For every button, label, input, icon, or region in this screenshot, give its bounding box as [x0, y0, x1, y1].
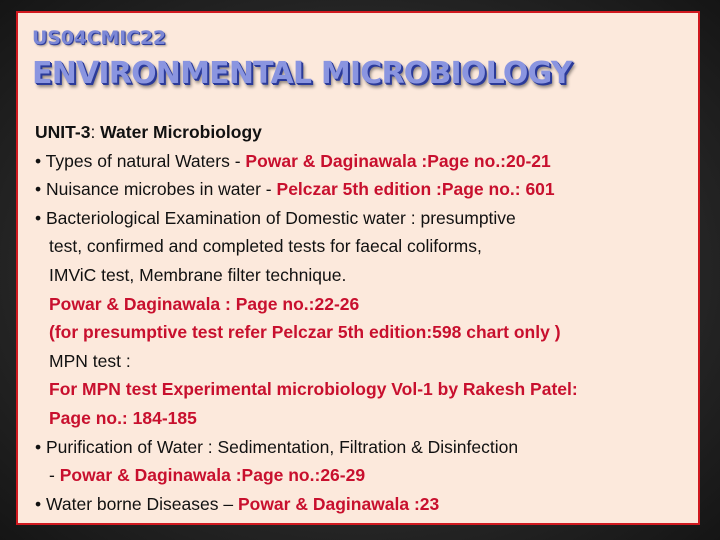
reference-pages: Page no.: 184-185: [49, 407, 197, 428]
reference: Powar & Daginawala :23: [237, 493, 440, 514]
mpn-label: MPN test :: [49, 350, 131, 371]
list-item: [35, 147, 697, 176]
reference-note: (for presumptive test refer Pelczar 5th edition:598 chart only ): [49, 322, 561, 343]
item-continuation: test, confirmed and completed tests for faecal coliforms,: [49, 236, 482, 257]
slide-title: ENVIRONMENTAL MICROBIOLOGY: [32, 56, 572, 91]
unit-label: UNIT-3: [35, 122, 91, 142]
item-text: Water borne Diseases –: [41, 493, 238, 514]
item-text: Nuisance microbes in water -: [41, 179, 277, 200]
item-text: Types of natural Waters -: [41, 150, 246, 171]
reference: Powar & Daginawala : Page no.:22-26: [49, 293, 360, 314]
item-continuation: [35, 461, 697, 490]
reference: Powar & Daginawala :Page no.:26-29: [59, 465, 366, 486]
item-text: Purification of Water : Sedimentation, Filtration & Disinfection: [41, 436, 519, 457]
slide: [16, 11, 700, 525]
dash: -: [49, 465, 60, 486]
list-item: [35, 204, 697, 233]
reference: Powar & Daginawala :Page no.:20-21: [245, 150, 551, 171]
reference: For MPN test Experimental microbiology Vol-1 by Rakesh Patel:: [49, 379, 578, 400]
bullet: •: [35, 150, 42, 171]
list-item: [35, 175, 697, 204]
slide-body: [35, 118, 697, 518]
reference: Pelczar 5th edition :Page no.: 601: [276, 179, 555, 200]
unit-name: Water Microbiology: [100, 122, 262, 142]
list-item: [35, 433, 697, 462]
list-item: [35, 490, 697, 519]
unit-heading: [35, 118, 697, 147]
course-code: US04CMIC22: [32, 27, 166, 49]
unit-separator: :: [90, 122, 101, 142]
bullet: •: [35, 179, 42, 200]
item-text: Bacteriological Examination of Domestic water : presumptive: [41, 207, 516, 228]
bullet: •: [35, 207, 42, 228]
item-continuation: IMViC test, Membrane filter technique.: [49, 264, 347, 285]
bullet: •: [35, 436, 42, 457]
bullet: •: [35, 493, 42, 514]
